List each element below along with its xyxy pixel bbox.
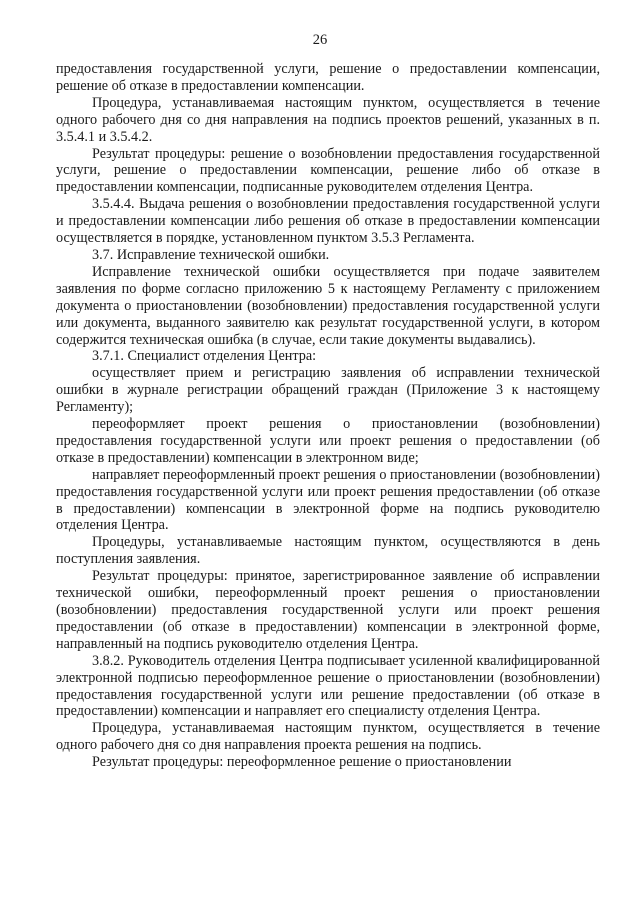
paragraph-reissues-draft: переоформляет проект решения о приостановлении (возобновлении) предоставления государственной услуги или проект решения о предоставлении (об отказе в предоставлении) компенсации в электронном виде; (56, 416, 600, 466)
document-body (56, 61, 600, 771)
paragraph-accepts-registration: осуществляет прием и регистрацию заявления об исправлении технической ошибки в журнале регистрации обращений граждан (Приложение 3 к настоящему Регламенту); (56, 365, 600, 416)
paragraph-procedure-result-2: Результат процедуры: принятое, зарегистрированное заявление об исправлении технической ошибки, переоформленный проект решения о приостановлении (возобновлении) предоставления государственной услуги или проект решения предоставлении (об отказе в предоставлении) компенсации в электронной форме, направленный на подпись руководителю отделения Центра. (56, 568, 600, 652)
paragraph-procedure-result-3: Результат процедуры: переоформленное решение о приостановлении (92, 754, 512, 771)
paragraph-sends-draft: направляет переоформленный проект решения о приостановлении (возобновлении) предоставления государственной услуги или проект решения предоставлении (об отказе в предоставлении) компенсации в электронной форме на подпись руководителю отделения Центра. (56, 466, 600, 534)
paragraph-procedure-timing: Процедура, устанавливаемая настоящим пунктом, осуществляется в течение одного рабочего дня со дня направления на подпись проектов решений, указанных в п. 3.5.4.1 и 3.5.4.2. (56, 94, 600, 145)
paragraph-3-8-2: 3.8.2. Руководитель отделения Центра подписывает усиленной квалифицированной электронной подписью переоформленное решение о приостановлении (возобновлении) предоставления государственной услуги или решение предоставлении (об отказе в предоставлении) компенсации и направляет его специалисту отделения Центра. (56, 652, 600, 720)
paragraph-continuation: предоставления государственной услуги, решение о предоставлении компенсации, решение об отказе в предоставлении компенсации. (56, 61, 600, 94)
paragraph-procedure-result: Результат процедуры: решение о возобновлении предоставления государственной услуги, решение о предоставлении компенсации, решение либо об отказе в предоставлении компенсации, подписанные руководителем отделения Центра. (56, 145, 600, 196)
paragraph-procedures-timing: Процедуры, устанавливаемые настоящим пунктом, осуществляются в день поступления заявления. (56, 534, 600, 568)
paragraph-3-5-4-4: 3.5.4.4. Выдача решения о возобновлении предоставления государственной услуги и предоставлении компенсации либо решения об отказе в предоставлении компенсации осуществляется в порядке, установленном пунктом 3.5.3 Регламента. (56, 196, 600, 247)
page-number: 26 (312, 32, 328, 48)
paragraph-procedure-timing-2: Процедура, устанавливаемая настоящим пунктом, осуществляется в течение одного рабочего дня со дня направления проекта решения на подпись. (56, 720, 600, 754)
paragraph-error-correction: Исправление технической ошибки осуществляется при подаче заявителем заявления по форме согласно приложению 5 к настоящему Регламенту с приложением документа о приостановлении (возобновлении) предоставления государственной услуги или документа, выданного заявителю как результат государственной услуги, в котором содержится техническая ошибка (в случае, если такие документы выдавались). (56, 263, 600, 348)
section-heading-3-7: 3.7. Исправление технической ошибки. (92, 246, 330, 263)
section-heading-3-7-1: 3.7.1. Специалист отделения Центра: (92, 348, 317, 365)
